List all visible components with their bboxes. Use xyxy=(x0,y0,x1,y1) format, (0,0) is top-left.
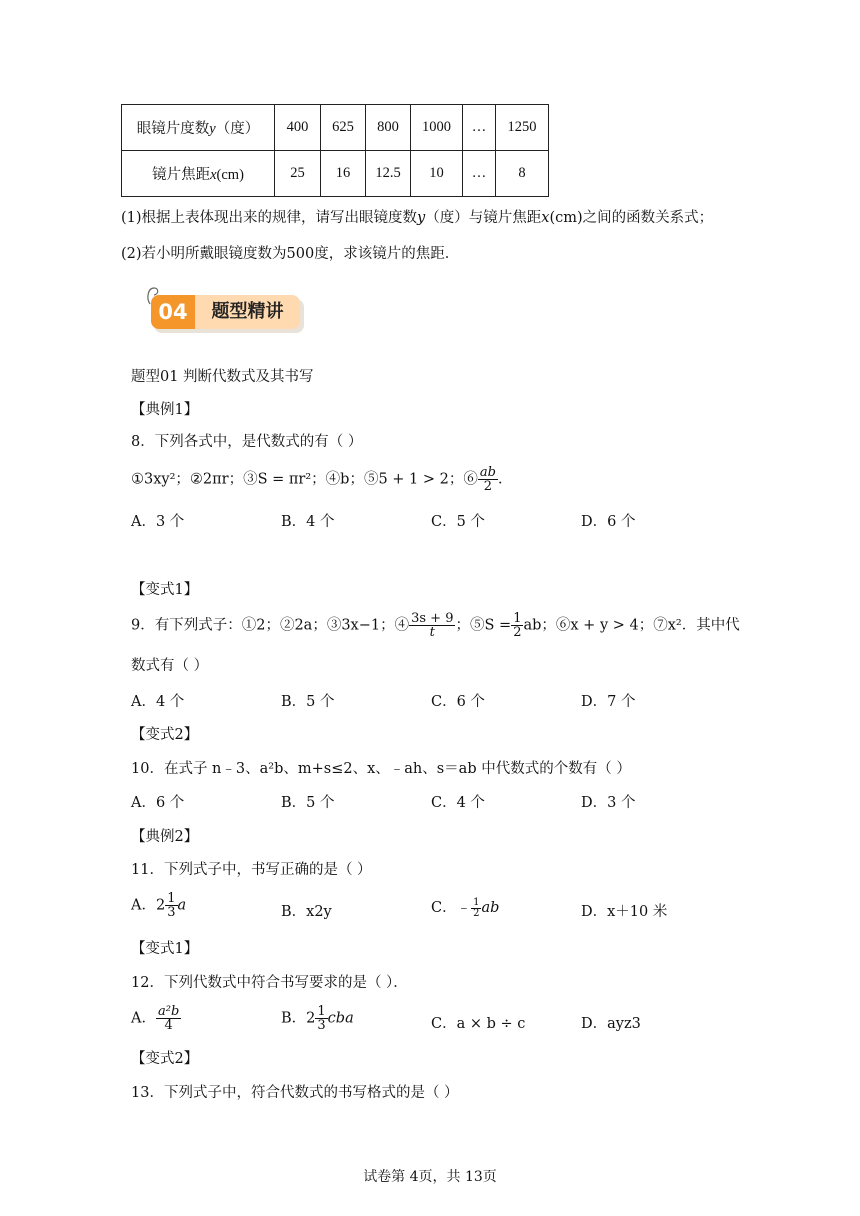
fraction: $\frac{1}{3}$ xyxy=(317,1004,326,1033)
section-title: 题型01 判断代数式及其书写 xyxy=(131,369,314,385)
table-cell: 1000 xyxy=(411,105,463,151)
table-cell: … xyxy=(463,151,496,197)
table-row xyxy=(122,105,549,151)
fraction: $\frac{1}{3}$ xyxy=(167,891,176,920)
option-a: A．2 $\frac{1}{3}$ a xyxy=(131,891,187,920)
option-c: C．6 个 xyxy=(431,694,485,710)
table-label: 眼镜片度数 xyxy=(136,121,210,137)
question-8-stem: 8．下列各式中，是代数式的有（ ） xyxy=(131,434,363,450)
table-cell: 16 xyxy=(321,151,366,197)
variant-label: 【变式2】 xyxy=(131,727,199,743)
table-cell: … xyxy=(463,105,496,151)
fraction: $\frac{1}{2}$ xyxy=(513,611,522,640)
option-d: D．3 个 xyxy=(581,795,636,811)
example-label: 【典例2】 xyxy=(131,829,199,845)
option-c: C．﹣ $\frac{1}{2}$ ab xyxy=(431,896,500,919)
table-cell: 400 xyxy=(275,105,321,151)
variable-x: x xyxy=(210,167,217,183)
table-cell: 1250 xyxy=(496,105,549,151)
example-label: 【典例1】 xyxy=(131,402,199,418)
section-banner xyxy=(144,290,307,336)
table-cell: 625 xyxy=(321,105,366,151)
option-d: D．7 个 xyxy=(581,694,636,710)
table-header-cell xyxy=(122,105,275,151)
variable-y: y xyxy=(209,121,216,137)
option-a: A．4 个 xyxy=(131,694,185,710)
table-cell: 25 xyxy=(275,151,321,197)
question-9-stem-continued: 数式有（ ） xyxy=(131,658,209,674)
table-cell: 10 xyxy=(411,151,463,197)
option-b: B．2 $\frac{1}{3}$ cba xyxy=(281,1004,354,1033)
option-a: A．6 个 xyxy=(131,795,185,811)
table-header-cell xyxy=(122,151,275,197)
table-unit: (cm) xyxy=(216,167,244,183)
table-unit: （度） xyxy=(215,121,260,137)
question-10-stem: 10．在式子 n﹣3、a²b、m+s≤2、x、﹣ah、s＝ab 中代数式的个数有（ ） xyxy=(131,761,631,777)
option-b: B．5 个 xyxy=(281,694,335,710)
page-footer: 试卷第 4页，共 13页 xyxy=(363,1169,497,1185)
banner-title: 题型精讲 xyxy=(195,295,300,329)
question-11-stem: 11．下列式子中，书写正确的是（ ） xyxy=(131,862,372,878)
table-label: 镜片焦距 xyxy=(152,167,211,183)
fraction: $\frac{\text{a²b}}{4}$ xyxy=(157,1004,180,1033)
fraction: $\frac{ab}{2}$ xyxy=(479,465,496,494)
banner-number: 04 xyxy=(151,295,195,329)
option-d: D．x＋10 米 xyxy=(581,904,668,920)
option-b: B．5 个 xyxy=(281,795,335,811)
question-9-stem: 9．有下列式子：①2；②2a；③3x−1；④ $\frac{3s + 9}{t}$ ；⑤S = $\frac{1}{2}$ ab；⑥x + y > 4；⑦x²．其中代 xyxy=(131,611,740,640)
option-d: D．6 个 xyxy=(581,514,636,530)
option-a: A．3 个 xyxy=(131,514,185,530)
option-c: C．5 个 xyxy=(431,514,485,530)
question-13-stem: 13．下列式子中，符合代数式的书写格式的是（ ） xyxy=(131,1085,459,1101)
variant-label: 【变式2】 xyxy=(131,1051,199,1067)
option-b: B．x2y xyxy=(281,904,332,920)
question-12-stem: 12．下列代数式中符合书写要求的是（ ）． xyxy=(131,975,408,991)
fraction: $\frac{3s + 9}{t}$ xyxy=(411,611,454,640)
option-c: C．4 个 xyxy=(431,795,485,811)
variant-label: 【变式1】 xyxy=(131,941,199,957)
option-b: B．4 个 xyxy=(281,514,335,530)
question-8-items: ①3xy²；②2πr；③S = πr²；④b；⑤5 + 1 > 2；⑥ $\frac{ab}{2}$ ． xyxy=(131,465,513,494)
table-cell: 8 xyxy=(496,151,549,197)
lens-data-table xyxy=(121,104,549,197)
table-cell: 12.5 xyxy=(366,151,411,197)
fraction: $\frac{1}{2}$ xyxy=(473,896,480,919)
option-d: D．ayz3 xyxy=(581,1016,641,1032)
sub-question-1: (1)根据上表体现出来的规律，请写出眼镜度数y（度）与镜片焦距x(cm)之间的函数关系式； xyxy=(121,210,714,226)
option-a: A． $\frac{\text{a²b}}{4}$ xyxy=(131,1004,180,1033)
table-cell: 800 xyxy=(366,105,411,151)
option-c: C．a × b ÷ c xyxy=(431,1016,526,1032)
variant-label: 【变式1】 xyxy=(131,582,199,598)
table-row xyxy=(122,151,549,197)
sub-question-2: (2)若小明所戴眼镜度数为500度，求该镜片的焦距． xyxy=(121,246,460,262)
